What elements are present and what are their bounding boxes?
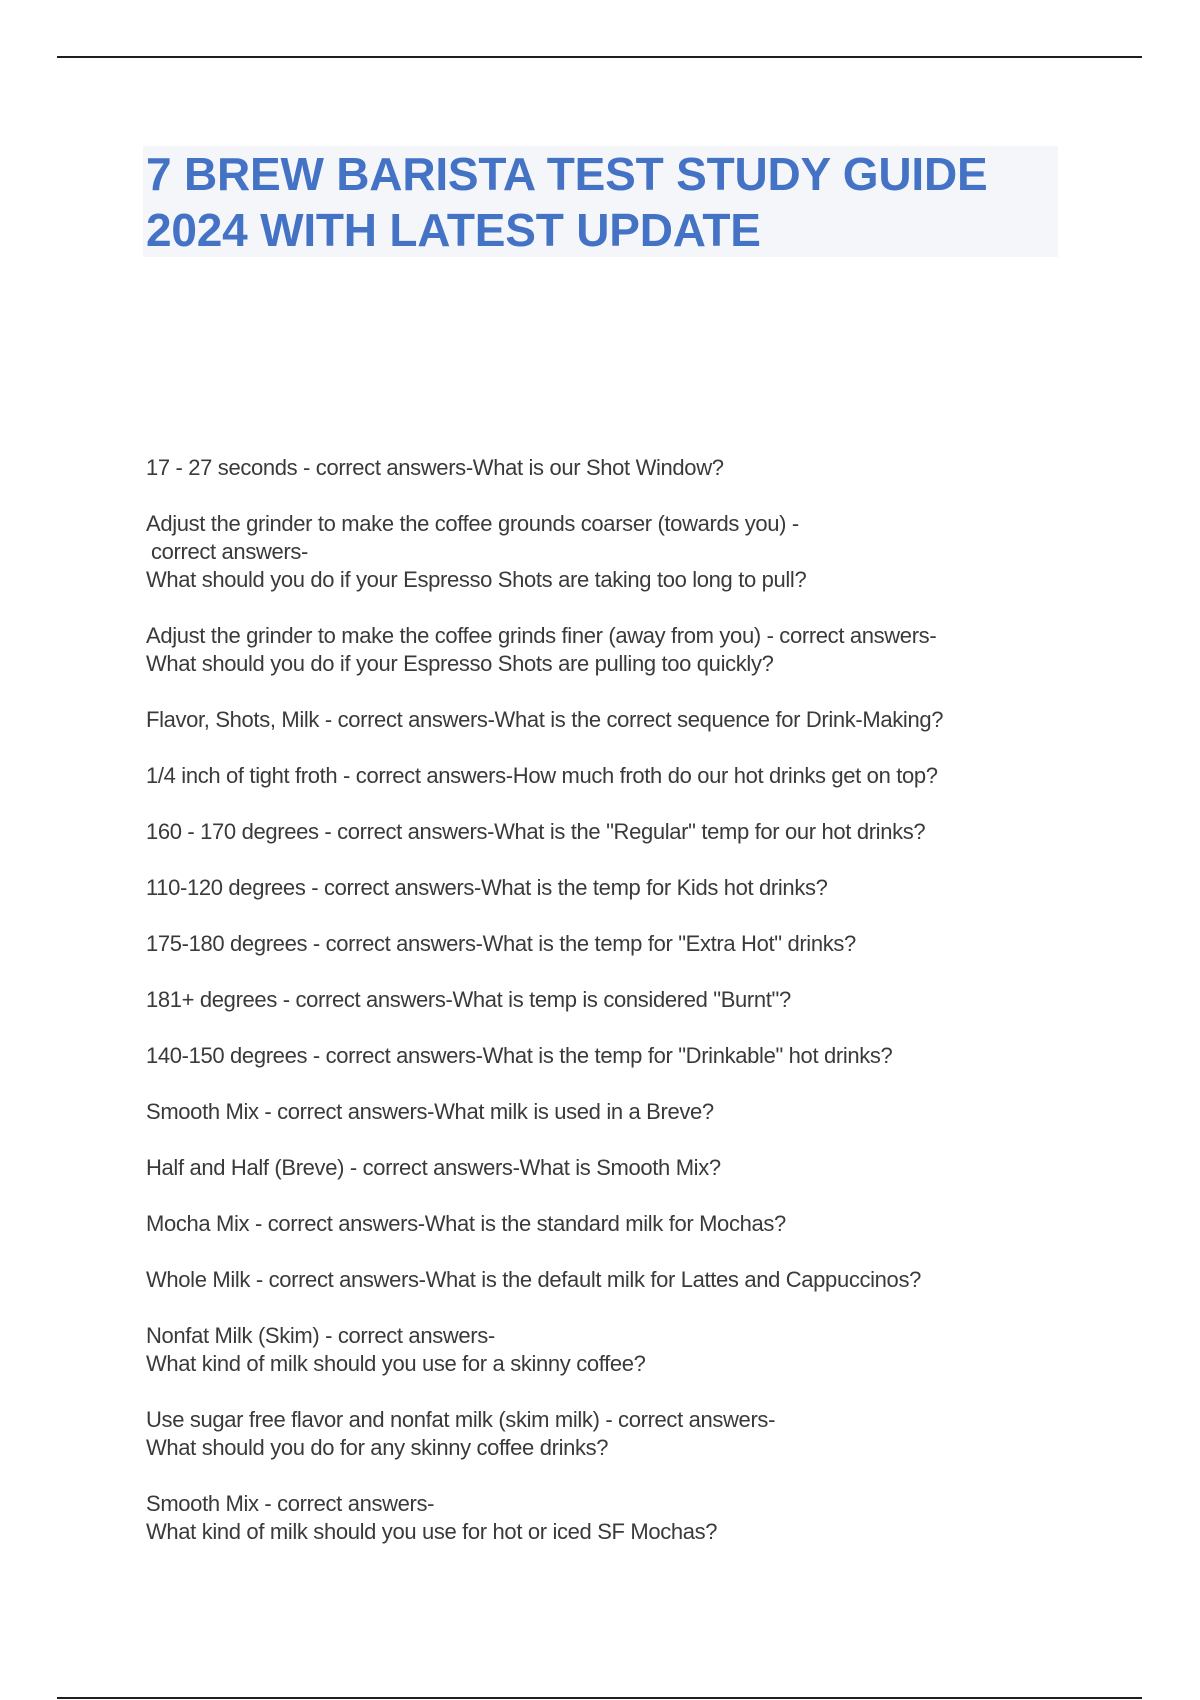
- title-line-1: 7 BREW BARISTA TEST STUDY GUIDE: [146, 148, 988, 200]
- qa-line: Whole Milk - correct answers-What is the default milk for Lattes and Cappuccinos?: [146, 1267, 921, 1292]
- qa-item: [146, 622, 1146, 678]
- qa-item: [146, 1098, 1146, 1126]
- qa-line: Use sugar free flavor and nonfat milk (skim milk) - correct answers-: [146, 1407, 776, 1432]
- qa-item: [146, 1490, 1146, 1546]
- qa-line: Adjust the grinder to make the coffee grounds coarser (towards you) -: [146, 511, 799, 536]
- qa-line: What should you do if your Espresso Shots are pulling too quickly?: [146, 651, 774, 676]
- qa-item: [146, 1406, 1146, 1462]
- qa-item: [146, 986, 1146, 1014]
- bottom-rule: [57, 1697, 1142, 1699]
- qa-line: 17 - 27 seconds - correct answers-What is our Shot Window?: [146, 455, 724, 480]
- qa-item: [146, 930, 1146, 958]
- qa-item: [146, 1154, 1146, 1182]
- qa-item: [146, 706, 1146, 734]
- document-title: [146, 146, 987, 258]
- qa-line: What kind of milk should you use for a skinny coffee?: [146, 1351, 646, 1376]
- qa-item: [146, 454, 1146, 482]
- qa-item: [146, 1266, 1146, 1294]
- qa-line: Nonfat Milk (Skim) - correct answers-: [146, 1323, 495, 1348]
- qa-line: Half and Half (Breve) - correct answers-What is Smooth Mix?: [146, 1155, 721, 1180]
- qa-line: 181+ degrees - correct answers-What is temp is considered "Burnt"?: [146, 987, 791, 1012]
- qa-line: What should you do for any skinny coffee drinks?: [146, 1435, 609, 1460]
- qa-line: 1/4 inch of tight froth - correct answers-How much froth do our hot drinks get on top?: [146, 763, 938, 788]
- qa-line: correct answers-: [151, 539, 308, 564]
- qa-line: 160 - 170 degrees - correct answers-What is the "Regular" temp for our hot drinks?: [146, 819, 926, 844]
- qa-line: What should you do if your Espresso Shots are taking too long to pull?: [146, 567, 807, 592]
- qa-list: [146, 454, 1146, 1574]
- qa-item: [146, 874, 1146, 902]
- title-line-2: 2024 WITH LATEST UPDATE: [146, 204, 761, 256]
- qa-item: [146, 510, 1146, 594]
- qa-line: 175-180 degrees - correct answers-What is the temp for "Extra Hot" drinks?: [146, 931, 856, 956]
- qa-line: Smooth Mix - correct answers-: [146, 1491, 435, 1516]
- qa-item: [146, 762, 1146, 790]
- qa-item: [146, 1042, 1146, 1070]
- qa-item: [146, 818, 1146, 846]
- qa-line: What kind of milk should you use for hot or iced SF Mochas?: [146, 1519, 718, 1544]
- qa-item: [146, 1322, 1146, 1378]
- qa-line: Smooth Mix - correct answers-What milk is used in a Breve?: [146, 1099, 714, 1124]
- qa-line: Mocha Mix - correct answers-What is the standard milk for Mochas?: [146, 1211, 786, 1236]
- top-rule: [57, 56, 1142, 58]
- qa-line: 110-120 degrees - correct answers-What is the temp for Kids hot drinks?: [146, 875, 828, 900]
- qa-line: Adjust the grinder to make the coffee grinds finer (away from you) - correct answers-: [146, 623, 937, 648]
- qa-item: [146, 1210, 1146, 1238]
- qa-line: Flavor, Shots, Milk - correct answers-What is the correct sequence for Drink-Making?: [146, 707, 944, 732]
- qa-line: 140-150 degrees - correct answers-What is the temp for "Drinkable" hot drinks?: [146, 1043, 893, 1068]
